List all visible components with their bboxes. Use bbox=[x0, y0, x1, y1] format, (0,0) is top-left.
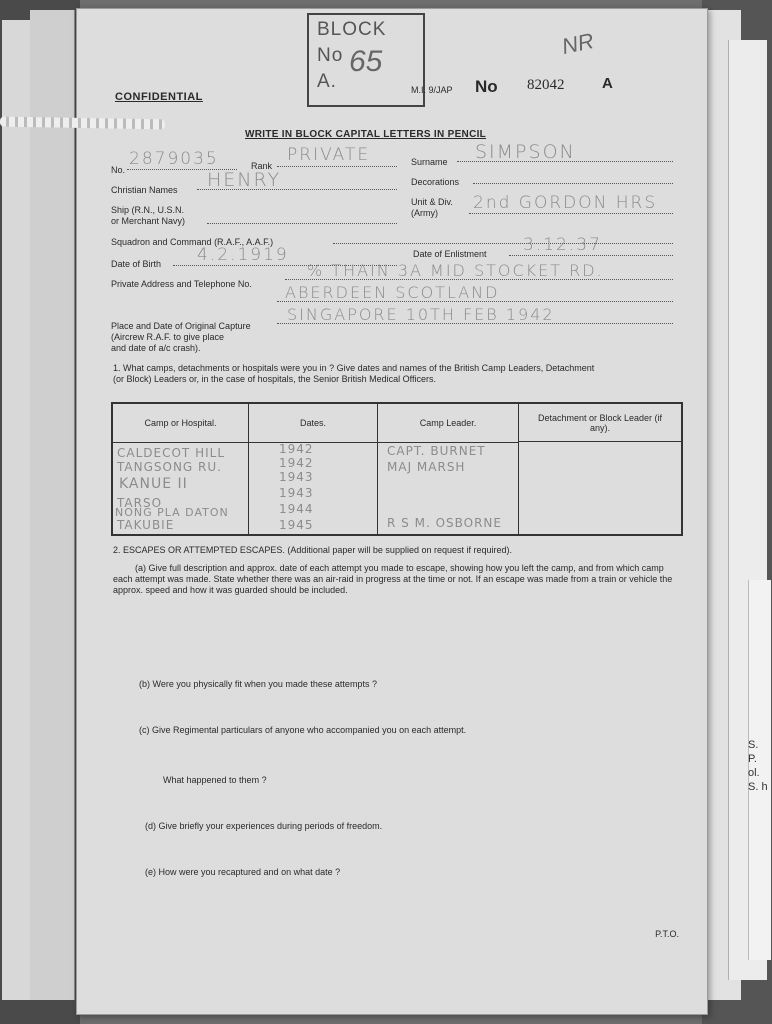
serial-number: 82042 bbox=[527, 77, 565, 93]
number-label: No bbox=[475, 77, 498, 96]
no-field-label: No. bbox=[111, 165, 126, 175]
stamp-line-3: A. bbox=[317, 71, 337, 92]
leader-1: CAPT. BURNET bbox=[387, 444, 486, 458]
capture-label-3: and date of a/c crash). bbox=[111, 343, 201, 353]
camp-6: TAKUBIE bbox=[117, 518, 175, 532]
unit-label-1: Unit & Div. bbox=[411, 197, 453, 207]
date-4: 1943 bbox=[279, 486, 314, 500]
table-header-detachment: Detachment or Block Leader (if any). bbox=[519, 404, 681, 442]
confidential-label: CONFIDENTIAL bbox=[115, 91, 203, 103]
table-header-dates: Dates. bbox=[249, 404, 378, 443]
decorations-label: Decorations bbox=[411, 177, 460, 187]
camp-3: KANUE II bbox=[119, 476, 188, 492]
question-2b: (b) Were you physically fit when you made these attempts ? bbox=[139, 679, 377, 689]
christian-names-value: HENRY bbox=[207, 169, 282, 191]
question-2-title: 2. ESCAPES OR ATTEMPTED ESCAPES. (Additional paper will be supplied on request if required). bbox=[113, 545, 513, 555]
camp-1: CALDECOT HILL bbox=[117, 446, 225, 460]
stamp-line-2: No bbox=[317, 45, 344, 66]
camp-4: TARSO bbox=[117, 496, 163, 510]
instruction-heading: WRITE IN BLOCK CAPITAL LETTERS IN PENCIL bbox=[245, 129, 487, 140]
question-2a: (a) Give full description and approx. date of each attempt you made to escape, showing how you left the camp, and from which camp each attempt was made. State whether there was an air-raid in progress at the time or not. If an escape was made from a train or vehicle the approx. speed and how it was guarded should be included. bbox=[113, 563, 673, 595]
surname-value: SIMPSON bbox=[475, 141, 576, 163]
camp-2: TANGSONG RU. bbox=[117, 460, 222, 474]
table-header-leader: Camp Leader. bbox=[378, 404, 519, 443]
ship-label-1: Ship (R.N., U.S.N. bbox=[111, 205, 185, 215]
binder-spine bbox=[30, 10, 75, 1000]
dob-value: 4.2.1919 bbox=[197, 245, 289, 265]
ship-label-2: or Merchant Navy) bbox=[111, 216, 186, 226]
question-2c: (c) Give Regimental particulars of anyone who accompanied you on each attempt. bbox=[139, 725, 467, 735]
leader-6: R S M. OSBORNE bbox=[387, 516, 502, 530]
address-label: Private Address and Telephone No. bbox=[111, 279, 252, 289]
address-line-2: ABERDEEN SCOTLAND bbox=[285, 283, 500, 302]
table-header-camp: Camp or Hospital. bbox=[113, 404, 249, 443]
question-2e: (e) How were you recaptured and on what date ? bbox=[145, 867, 341, 877]
rank-label: Rank bbox=[251, 161, 273, 171]
stamp-value: 65 bbox=[349, 45, 383, 78]
stamp-line-1: BLOCK bbox=[317, 19, 387, 40]
christian-names-label: Christian Names bbox=[111, 185, 178, 195]
rank-value: PRIVATE bbox=[287, 145, 371, 165]
question-2c-followup: What happened to them ? bbox=[163, 775, 267, 785]
handwritten-annotation: NR bbox=[559, 27, 596, 60]
unit-value: 2nd GORDON HRS bbox=[473, 193, 658, 213]
squadron-label: Squadron and Command (R.A.F., A.A.F.) bbox=[111, 237, 274, 247]
date-2: 1942 bbox=[279, 456, 314, 470]
date-6: 1945 bbox=[279, 518, 314, 532]
date-3: 1943 bbox=[279, 470, 314, 484]
unit-label-2: (Army) bbox=[411, 208, 438, 218]
surname-label: Surname bbox=[411, 157, 448, 167]
leader-2: MAJ MARSH bbox=[387, 460, 466, 474]
date-1: 1942 bbox=[279, 442, 314, 456]
capture-label-1: Place and Date of Original Capture bbox=[111, 321, 251, 331]
binder-cover bbox=[2, 20, 33, 1000]
camp-5: NONG PLA DATON bbox=[115, 506, 229, 519]
edge-text: S. P. ol. S. h bbox=[748, 739, 768, 793]
enlistment-label: Date of Enlistment bbox=[413, 249, 487, 259]
capture-value: SINGAPORE 10TH FEB 1942 bbox=[287, 305, 555, 324]
question-2d: (d) Give briefly your experiences during periods of freedom. bbox=[145, 821, 383, 831]
serial-suffix: A bbox=[602, 75, 613, 92]
dob-label: Date of Birth bbox=[111, 259, 162, 269]
capture-label-2: (Aircrew R.A.F. to give place bbox=[111, 332, 225, 342]
pto-label: P.T.O. bbox=[655, 929, 679, 939]
enlistment-value: 3.12.37 bbox=[523, 235, 602, 255]
date-5: 1944 bbox=[279, 502, 314, 516]
address-line-1: % THAIN 3A MID STOCKET RD. bbox=[307, 261, 604, 280]
camp-table bbox=[111, 402, 683, 536]
question-1-line-2: (or Block) Leaders or, in the case of hospitals, the Senior British Medical Officers. bbox=[113, 374, 436, 384]
mi-reference: M.I. 9/JAP bbox=[411, 85, 453, 95]
no-field-value: 2879035 bbox=[129, 149, 219, 169]
question-1-line-1: 1. What camps, detachments or hospitals were you in ? Give dates and names of the British Camp Leaders, Detachment bbox=[113, 363, 595, 373]
form-sheet bbox=[76, 8, 708, 1015]
